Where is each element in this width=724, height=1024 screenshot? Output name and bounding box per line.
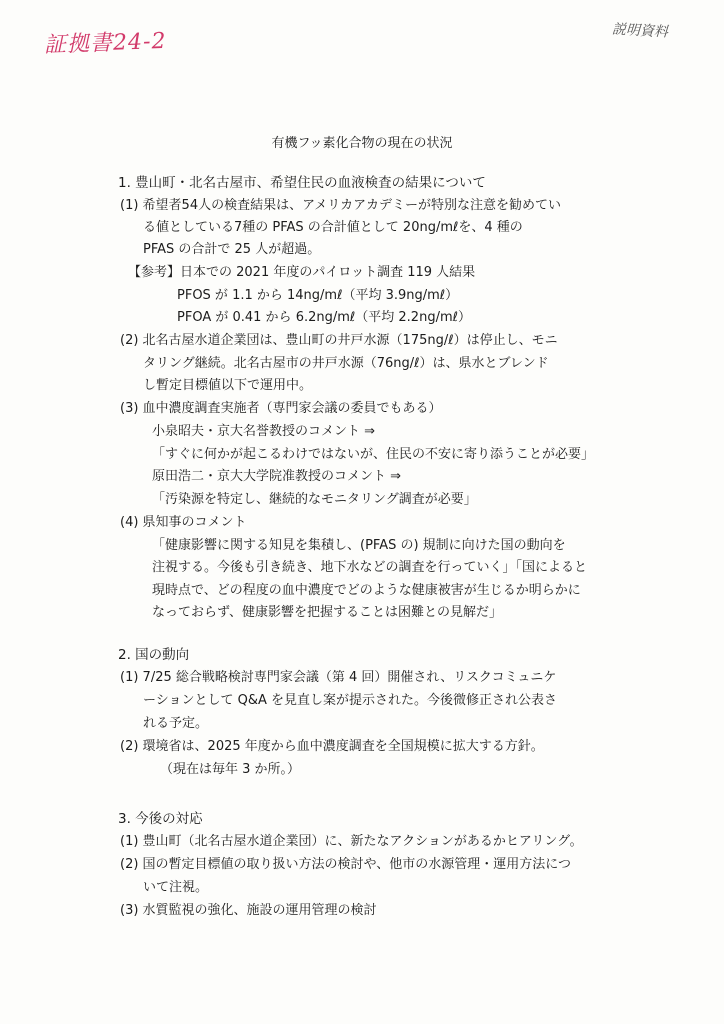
- s1-item1-line: (1) 希望者54人の検査結果は、アメリカアカデミーが特別な注意を勧めてい: [120, 198, 562, 213]
- s1-item4-line: 現時点で、どの程度の血中濃度でどのような健康被害が生じるか明らかに: [152, 583, 581, 598]
- s2-item2-line: (2) 環境省は、2025 年度から血中濃度調査を全国規模に拡大する方針。: [120, 739, 544, 754]
- s1-item2-line: し暫定目標値以下で運用中。: [143, 378, 313, 393]
- s1-item3-line: 原田浩二・京大大学院准教授のコメント ⇒: [152, 469, 402, 484]
- section-3-heading: 3. 今後の対応: [118, 811, 203, 827]
- s2-item1-line: れる予定。: [143, 716, 209, 731]
- s1-item3-line: 「汚染源を特定し、継続的なモニタリング調査が必要」: [152, 492, 477, 507]
- s1-item3-line: 「すぐに何かが起こるわけではないが、住民の不安に寄り添うことが必要」: [152, 447, 595, 462]
- s3-line: (1) 豊山町（北名古屋水道企業団）に、新たなアクションがあるかヒアリング。: [120, 834, 583, 849]
- handwritten-note: 説明資料: [611, 21, 669, 41]
- s1-item4-line: なっておらず、健康影響を把握することは困難との見解だ」: [152, 605, 502, 620]
- s1-item2-line: (2) 北名古屋水道企業団は、豊山町の井戸水源（175ng/ℓ）は停止し、モニ: [120, 333, 558, 348]
- s2-item1-line: ーションとして Q&A を見直し案が提示された。今後微修正され公表さ: [143, 693, 558, 708]
- s1-item4-line: (4) 県知事のコメント: [120, 515, 247, 530]
- handwritten-exhibit-number: 証拠書24-2: [43, 28, 167, 59]
- s2-item2-line: （現在は毎年 3 か所。）: [160, 762, 301, 777]
- s3-line: いて注視。: [143, 880, 209, 895]
- s1-reference-line: PFOS が 1.1 から 14ng/mℓ（平均 3.9ng/mℓ）: [177, 288, 459, 303]
- s1-item4-line: 「健康影響に関する知見を集積し、(PFAS の) 規制に向けた国の動向を: [152, 538, 566, 553]
- s2-item1-line: (1) 7/25 総合戦略検討専門家会議（第 4 回）開催され、リスクコミュニケ: [120, 670, 557, 685]
- s1-item1-line: る値としている7種の PFAS の合計値として 20ng/mℓを、4 種の: [143, 220, 523, 235]
- s1-reference-line: 【参考】日本での 2021 年度のパイロット調査 119 人結果: [128, 265, 476, 280]
- s1-item3-line: 小泉昭夫・京大名誉教授のコメント ⇒: [152, 424, 376, 439]
- s3-line: (3) 水質監視の強化、施設の運用管理の検討: [120, 903, 377, 918]
- s3-line: (2) 国の暫定目標値の取り扱い方法の検討や、他市の水源管理・運用方法につ: [120, 857, 572, 872]
- section-1-heading: 1. 豊山町・北名古屋市、希望住民の血液検査の結果について: [118, 175, 486, 191]
- s1-reference-line: PFOA が 0.41 から 6.2ng/mℓ（平均 2.2ng/mℓ）: [177, 310, 471, 325]
- s1-item1-line: PFAS の合計で 25 人が超過。: [143, 242, 321, 257]
- s1-item3-line: (3) 血中濃度調査実施者（専門家会議の委員でもある）: [120, 401, 442, 416]
- s1-item4-line: 注視する。今後も引き続き、地下水などの調査を行っていく」「国によると: [152, 560, 587, 575]
- section-2-heading: 2. 国の動向: [118, 647, 190, 663]
- s1-item2-line: タリング継続。北名古屋市の井戸水源（76ng/ℓ）は、県水とブレンド: [143, 356, 549, 371]
- page-title: 有機フッ素化合物の現在の状況: [271, 136, 453, 151]
